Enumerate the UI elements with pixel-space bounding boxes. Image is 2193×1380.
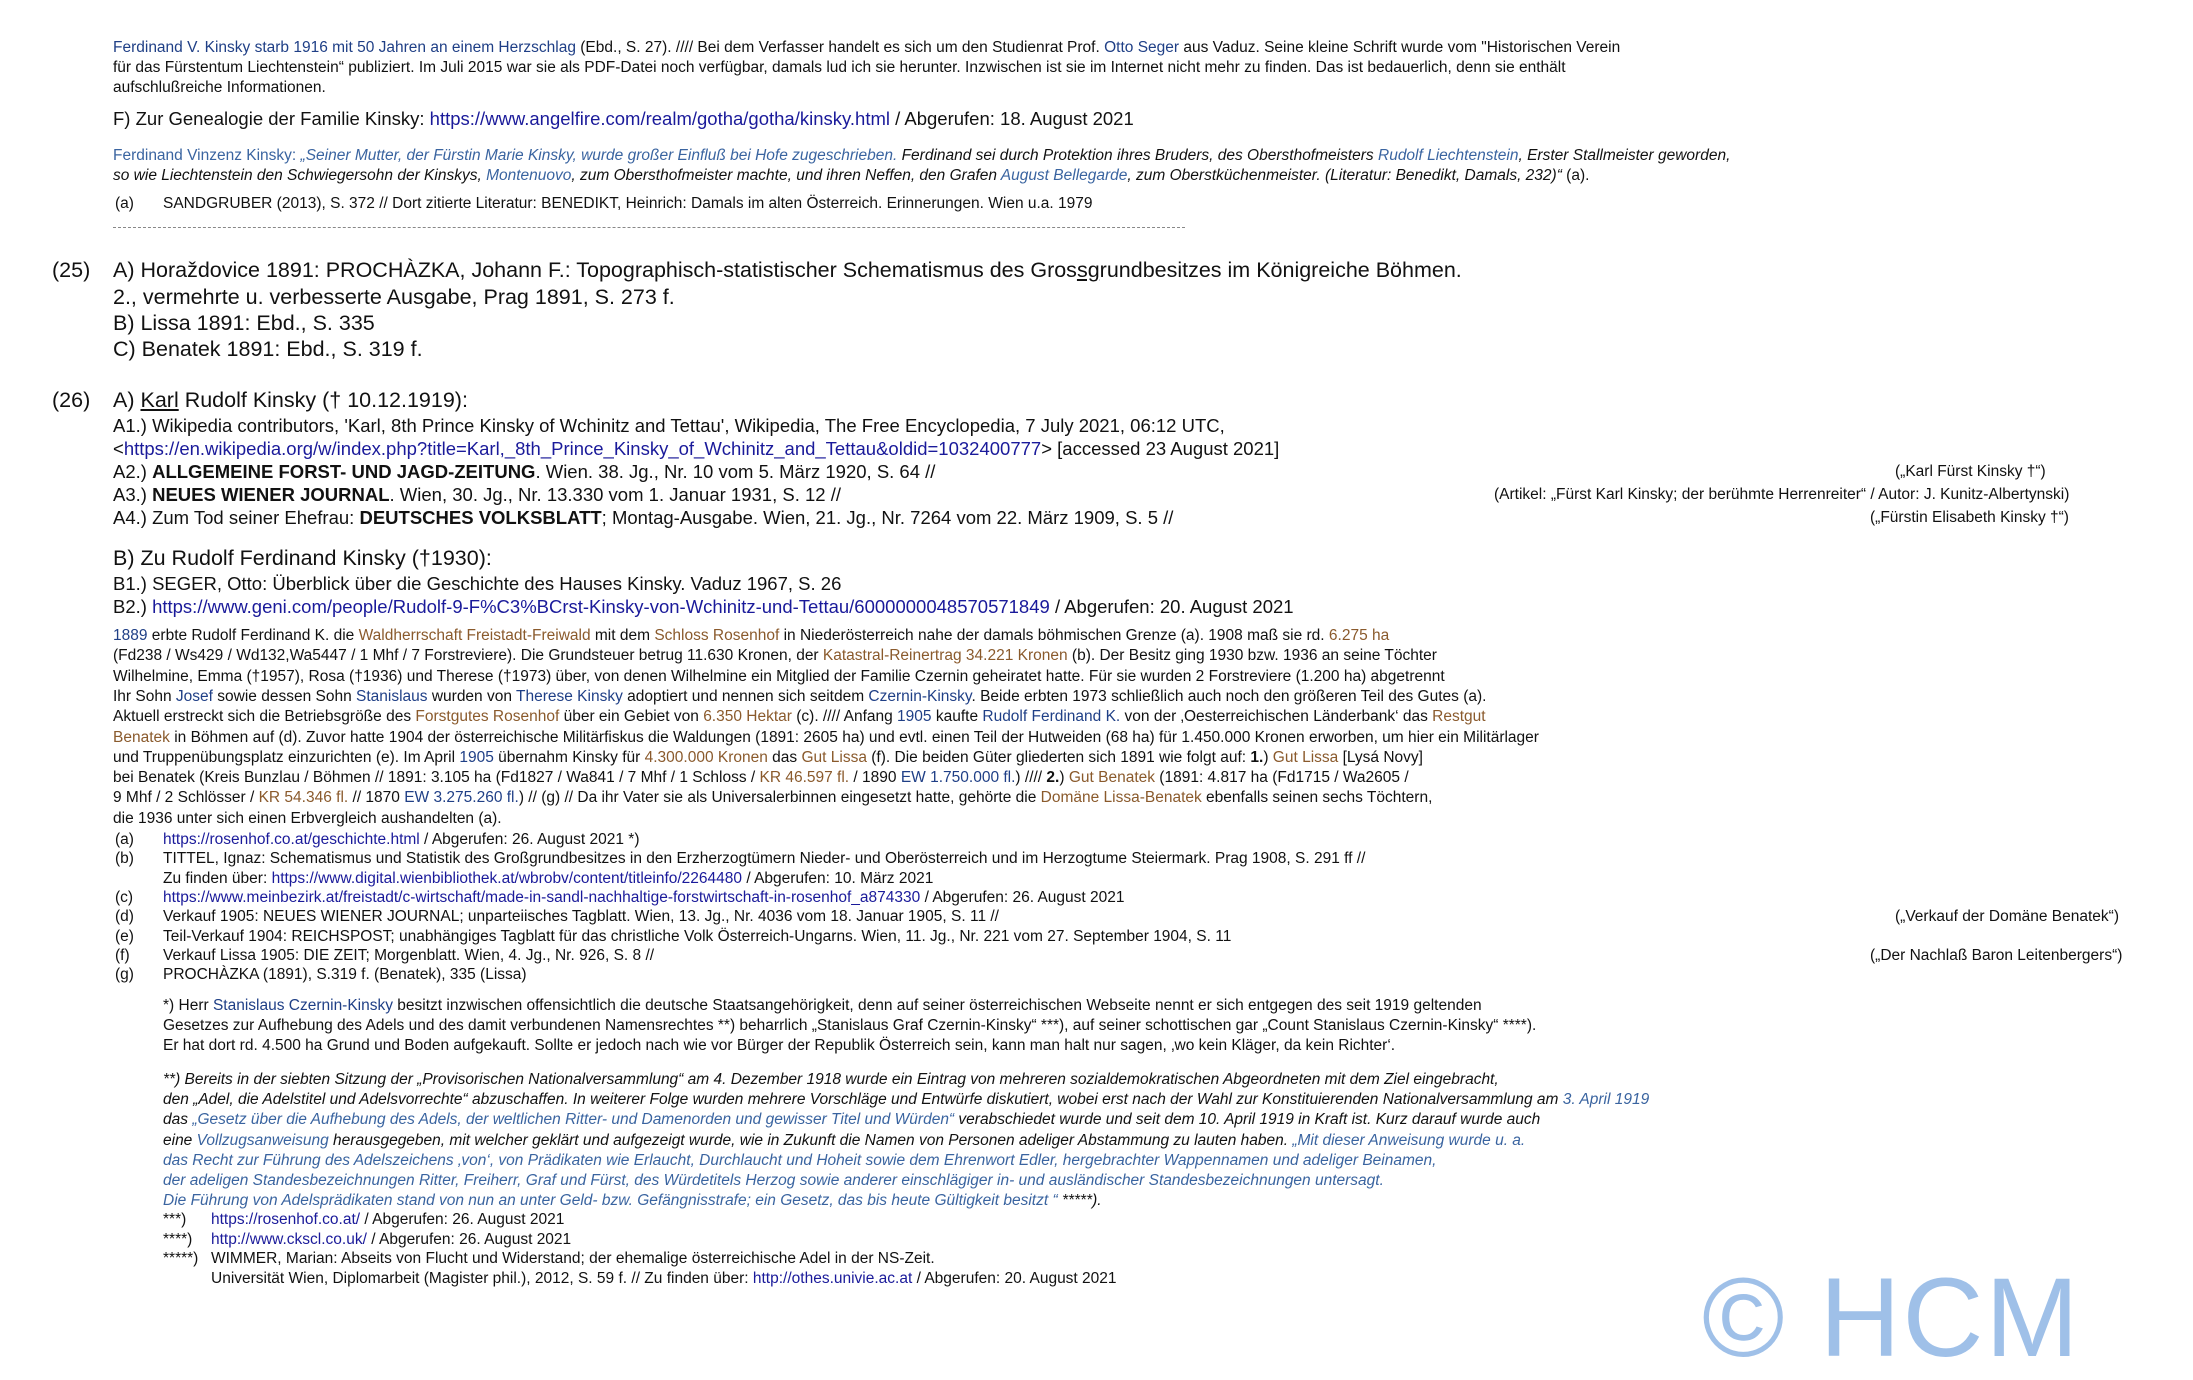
text-run: Rudolf Liechtenstein <box>1378 147 1519 164</box>
fn26-b1: B1.) SEGER, Otto: Überblick über die Geschichte des Hauses Kinsky. Vaduz 1967, S. 26 <box>113 573 842 594</box>
text-run: Domäne Lissa-Benatek <box>1040 789 1202 807</box>
text-line <box>163 1171 1384 1191</box>
text-run: / 1890 <box>849 769 901 787</box>
text-run: der adeligen Standesbezeichnungen Ritter, Freiherr, Graf und Fürst, des Würdetitels Herzog sowie anderer einschlägiger in- und ausländischer Standesbezeichnungen untersagt. <box>163 1172 1384 1189</box>
fn26-a1: A1.) Wikipedia contributors, 'Karl, 8th Prince Kinsky of Wchinitz and Tettau', Wikipedia, The Free Encyclopedia, 7 July 2021, 06:12 UTC, <box>113 415 1225 436</box>
text-run: adoptiert und nennen sich seitdem <box>622 687 869 705</box>
text-run: 2. <box>1046 769 1060 787</box>
fn26-heading-a <box>113 386 468 415</box>
text-run: August Bellegarde <box>1000 167 1128 184</box>
text-run: Wilhelmine, Emma (†1957), Rosa (†1936) und Therese (†1973) über, von denen Wilhelmine ein Mitglied der Familie Czernin geheiratet hatte. Für sie wurden 2 Forstreviere (1.200 ha) abgetrennt <box>113 667 1445 685</box>
footnote-number-25: (25) <box>52 258 91 282</box>
text-run: 1905 <box>897 708 932 726</box>
fn26-a-prefix: A) <box>113 388 141 412</box>
src-run: / Abgerufen: 26. August 2021 <box>360 1211 565 1228</box>
text-run: Benatek <box>113 728 170 746</box>
fn26-a4-note: („Fürstin Elisabeth Kinsky †“) <box>1870 509 2069 526</box>
text-run: EW 1.750.000 fl. <box>900 769 1016 787</box>
ref-run: Verkauf Lissa 1905: DIE ZEIT; Morgenblatt. Wien, 4. Jg., Nr. 926, S. 8 // <box>163 946 655 964</box>
text-run: in Böhmen auf (d). Zuvor hatte 1904 der österreichische Militärfiskus die Waldungen (1891: 2605 ha) und evtl. einen Teil der Hutweiden (68 ha) für 1.450.000 Kronen erworben, um hier ein Militärlager <box>169 728 1539 746</box>
fn25-line-1 <box>113 256 1462 285</box>
text-line <box>163 1036 1395 1056</box>
text-run: 1. <box>1250 748 1264 766</box>
text-run: Vollzugsanweisung <box>196 1131 329 1149</box>
url-link[interactable]: https://www.digital.wienbibliothek.at/wbrobv/content/titleinfo/2264480 <box>271 869 743 887</box>
fn26-a4-title: DEUTSCHES VOLKSBLATT <box>359 507 602 528</box>
fn26-a2 <box>113 460 935 483</box>
text-run: das <box>767 748 802 766</box>
text-run: ) <box>1059 769 1069 787</box>
url-link[interactable]: https://rosenhof.co.at/geschichte.html <box>163 831 420 848</box>
fn26-a3-note: (Artikel: „Fürst Karl Kinsky; der berühmte Herrenreiter“ / Autor: J. Kunitz-Albertynski) <box>1494 486 2070 503</box>
source-label: *****) <box>163 1250 199 1267</box>
url-link[interactable]: http://othes.univie.ac.at <box>752 1269 913 1287</box>
text-run: , Erster Stallmeister geworden, <box>1518 147 1731 164</box>
text-run: das <box>163 1111 193 1129</box>
text-run: (c). //// Anfang <box>791 708 898 726</box>
text-line <box>113 687 1486 707</box>
text-run: . Beide erbten 1973 schließlich auch noch den größeren Teil des Gutes (a). <box>971 687 1487 705</box>
ref-run: Verkauf 1905: NEUES WIENER JOURNAL; unparteiisches Tagblatt. Wien, 13. Jg., Nr. 4036 vom 18. Januar 1905, S. 11 // <box>163 908 999 926</box>
text-run: Gut Benatek <box>1068 769 1155 787</box>
fn25-line-2: 2., vermehrte u. verbesserte Ausgabe, Prag 1891, S. 273 f. <box>113 285 675 309</box>
text-run: Gut Lissa <box>801 748 867 766</box>
genealogy-line <box>113 107 1134 130</box>
geni-link[interactable]: https://www.geni.com/people/Rudolf-9-F%C3%BCrst-Kinsky-von-Wchinitz-und-Tettau/6000000048570571849 <box>152 596 1050 617</box>
text-line <box>163 1090 1649 1110</box>
reference-label: (a) <box>115 831 134 848</box>
reference-text <box>163 927 1231 947</box>
fn25-underlined: sg <box>1076 258 1100 282</box>
fn25-line-3: B) Lissa 1891: Ebd., S. 335 <box>113 311 375 335</box>
text-run: verabschiedet wurde und seit dem 10. April 1919 in Kraft ist. Kurz darauf wurde auch <box>954 1111 1541 1129</box>
source-text <box>211 1210 564 1230</box>
reference-note: („Der Nachlaß Baron Leitenbergers“) <box>1870 946 2123 964</box>
fn26-heading-b: B) Zu Rudolf Ferdinand Kinsky (†1930): <box>113 546 492 570</box>
reference-label: (f) <box>115 946 130 964</box>
url-link[interactable]: http://www.ckscl.co.uk/ <box>211 1230 367 1248</box>
text-line <box>163 1151 1436 1171</box>
text-run: 1905 <box>459 748 494 766</box>
text-run: mit dem <box>590 627 655 644</box>
reference-text <box>163 965 527 985</box>
text-run: Stanislaus Czernin-Kinsky <box>212 997 393 1014</box>
text-run: Er hat dort rd. 4.500 ha Grund und Boden aufgekauft. Sollte er jedoch nach wie vor Bürger der Republik Österreich sein, kann man halt nur sagen, ‚wo kein Kläger, da kein Richter‘. <box>163 1037 1396 1054</box>
fn26-b2-label: B2.) <box>113 596 153 617</box>
text-run: *) Herr <box>163 997 213 1014</box>
url-link[interactable]: https://www.meinbezirk.at/freistadt/c-wirtschaft/made-in-sandl-nachhaltige-forstwirtschaft-in-rosenhof_a874330 <box>163 888 921 906</box>
text-run: Otto Seger <box>1104 39 1180 56</box>
fn26-a2-label: A2.) <box>113 461 153 482</box>
text-run: Gesetzes zur Aufhebung des Adels und des damit verbundenen Namensrechtes **) beharrlich „Stanislaus Graf Czernin-Kinsky“ ***), auf seiner schottischen gar „Count Stanislaus Czernin-Kinsky“ ****). <box>163 1017 1537 1034</box>
text-run: Therese Kinsky <box>516 687 623 705</box>
reference-label: (b) <box>115 850 134 868</box>
fn26-b2 <box>113 595 1294 618</box>
copyright-logo: © HCM <box>1702 1255 2081 1380</box>
text-line <box>113 626 1389 646</box>
text-line <box>113 728 1539 748</box>
text-run: Schloss Rosenhof <box>654 627 780 644</box>
text-run: das Recht zur Führung des Adelszeichens ‚von‘, von Prädikaten wie Erlaucht, Durchlaucht und Hoheit sowie dem Ehrenwort Edler, hergebrachter Wappennamen und adeliger Beinamen, <box>163 1151 1437 1169</box>
ref-run: / Abgerufen: 26. August 2021 <box>920 888 1125 906</box>
text-line <box>163 996 1482 1016</box>
intro-line-1 <box>113 38 1620 58</box>
ref-run: Zu finden über: <box>163 869 272 887</box>
wikipedia-link[interactable]: https://en.wikipedia.org/w/index.php?title=Karl,_8th_Prince_Kinsky_of_Wchinitz_and_Tettau&oldid=1032400777 <box>123 438 1042 459</box>
fn26-b2-date: / Abgerufen: 20. August 2021 <box>1049 596 1294 617</box>
fn26-a3-details: . Wien, 30. Jg., Nr. 13.330 vom 1. Januar 1931, S. 12 // <box>389 484 841 505</box>
fn25-line-1-b: rundbesitzes im Königreiche Böhmen. <box>1099 258 1462 282</box>
text-run: 4.300.000 Kronen <box>644 748 768 766</box>
text-run: (Ebd., S. 27). //// Bei dem Verfasser handelt es sich um den Studienrat Prof. <box>575 39 1105 56</box>
src-run: / Abgerufen: 26. August 2021 <box>366 1230 572 1248</box>
fn26-a3-title: NEUES WIENER JOURNAL <box>152 484 390 505</box>
fn26-a3-label: A3.) <box>113 484 153 505</box>
text-run: EW 3.275.260 fl. <box>404 789 519 807</box>
ref-a-label: (a) <box>115 195 134 212</box>
src-run: / Abgerufen: 20. August 2021 <box>912 1269 1117 1287</box>
reference-text <box>163 869 933 889</box>
text-run: in Niederösterreich nahe der damals böhmischen Grenze (a). 1908 maß sie rd. <box>779 627 1329 644</box>
fn26-a2-details: . Wien. 38. Jg., Nr. 10 vom 5. März 1920, S. 64 // <box>535 461 936 482</box>
text-run: Ferdinand Vinzenz Kinsky: <box>113 147 301 164</box>
text-run: // 1870 <box>348 789 405 807</box>
text-run: Restgut <box>1432 708 1486 726</box>
quote-line-2 <box>113 166 1589 186</box>
text-run: Stanislaus <box>356 687 428 705</box>
text-run: KR 46.597 fl. <box>759 769 850 787</box>
ref-a-text: SANDGRUBER (2013), S. 372 // Dort zitierte Literatur: BENEDIKT, Heinrich: Damals im alten Österreich. Erinnerungen. Wien u.a. 1979 <box>163 195 1093 212</box>
reference-note: („Verkauf der Domäne Benatek“) <box>1895 908 2119 926</box>
text-run: [Lysá Novy] <box>1338 748 1423 766</box>
text-line <box>163 1131 1525 1151</box>
genealogy-link[interactable]: https://www.angelfire.com/realm/gotha/gotha/kinsky.html <box>429 108 890 129</box>
text-run: , zum Obersthofmeister machte, und ihren Neffen, den Grafen <box>571 167 1001 184</box>
fn26-a-rest: Rudolf Kinsky († 10.12.1919): <box>178 388 468 412</box>
intro-line-2: für das Fürstentum Liechtenstein“ publiziert. Im Juli 2015 war sie als PDF-Datei noch verfügbar, damals lud ich sie herunter. Inzwischen ist sie im Internet nicht mehr zu finden. Das ist bedauerlich, denn sie enthält <box>113 59 1566 76</box>
text-run: Montenuovo <box>486 167 572 184</box>
quote-line-1 <box>113 146 1730 166</box>
reference-label: (d) <box>115 908 134 926</box>
text-run: „Mit dieser Anweisung wurde u. a. <box>1292 1131 1526 1149</box>
fn26-a2-note: („Karl Fürst Kinsky †“) <box>1895 463 2046 480</box>
text-run: die 1936 unter sich einen Erbvergleich aushandelten (a). <box>113 809 502 827</box>
text-line <box>163 1070 1499 1090</box>
text-run: Katastral-Reinertrag 34.221 Kronen <box>822 647 1068 665</box>
text-line <box>113 646 1437 666</box>
text-run: erbte Rudolf Ferdinand K. die <box>147 627 359 644</box>
reference-text <box>163 888 1125 908</box>
text-run: eine <box>163 1131 197 1149</box>
source-label: ****) <box>163 1230 193 1248</box>
source-label: ***) <box>163 1211 187 1228</box>
fn26-a1-link-line <box>113 437 1279 460</box>
text-run: (f). Die beiden Güter gliederten sich 1891 wie folgt auf: <box>866 748 1251 766</box>
text-run: Ferdinand sei durch Protektion ihres Bruders, des Obersthofmeisters <box>897 147 1378 164</box>
text-run: Gut Lissa <box>1272 748 1339 766</box>
text-run: (a). <box>1561 167 1590 184</box>
text-run: Rudolf Ferdinand K. <box>982 708 1121 726</box>
fn26-a2-title: ALLGEMEINE FORST- UND JAGD-ZEITUNG <box>152 461 536 482</box>
text-run: 3. April 1919 <box>1562 1091 1650 1109</box>
reference-text <box>163 907 999 927</box>
text-run: so wie Liechtenstein den Schwiegersohn der Kinskys, <box>113 167 487 184</box>
text-run: (Fd238 / Ws429 / Wd132,Wa5447 / 1 Mhf / 7 Forstreviere). Die Grundsteuer betrug 11.630 Kronen, der <box>113 647 823 665</box>
reference-text <box>163 946 654 966</box>
reference-label: (e) <box>115 927 134 945</box>
footnote-number-26: (26) <box>52 388 91 412</box>
reference-text <box>163 830 640 850</box>
text-run: KR 54.346 fl. <box>258 789 349 807</box>
ref-run: / Abgerufen: 10. März 2021 <box>742 869 934 887</box>
text-run: „Gesetz über die Aufhebung des Adels, der weltlichen Ritter- und Damenorden und gewisser Titel und Würden“ <box>192 1111 955 1129</box>
text-line <box>113 768 1409 788</box>
text-run: herausgegeben, mit welcher geklärt und aufgezeigt wurde, wie in Zukunft die Namen von Personen adeliger Abstammung zu lauten haben. <box>328 1131 1293 1149</box>
text-run: Aktuell erstreckt sich die Betriebsgröße des <box>113 708 416 726</box>
text-run: besitzt inzwischen offensichtlich die deutsche Staatsangehörigkeit, denn auf seiner österreichischen Webseite nennt er sich entgegen des seit 1919 geltenden <box>393 997 1482 1014</box>
text-run: 1889 <box>113 627 148 644</box>
fn26-a1-accessed: > [accessed 23 August 2021] <box>1041 438 1280 459</box>
ref-run: TITTEL, Ignaz: Schematismus und Statistik des Großgrundbesitzes in den Erzherzogtümern Nieder- und Oberösterreich und im Herzogtume Steiermark. Prag 1908, S. 291 ff // <box>163 850 1366 868</box>
fn25-line-4: C) Benatek 1891: Ebd., S. 319 f. <box>113 337 423 361</box>
dashed-divider <box>113 227 1185 228</box>
text-run: Czernin-Kinsky <box>868 687 972 705</box>
text-line <box>113 748 1423 768</box>
url-link[interactable]: https://rosenhof.co.at/ <box>211 1211 361 1228</box>
text-run: bei Benatek (Kreis Bunzlau / Böhmen // 1891: 3.105 ha (Fd1827 / Wa841 / 7 Mhf / 1 Schloss / <box>113 769 760 787</box>
src-run: Universität Wien, Diplomarbeit (Magister phil.), 2012, S. 59 f. // Zu finden über: <box>211 1269 753 1287</box>
text-run: sowie dessen Sohn <box>212 687 357 705</box>
text-run: **) Bereits in der siebten Sitzung der „Provisorischen Nationalversammlung“ am 4. Dezember 1918 wurde ein Eintrag von mehreren sozialdemokratischen Abgeordneten mit dem Ziel eingebracht, <box>163 1071 1499 1088</box>
text-line <box>163 1016 1536 1036</box>
text-run: Forstgutes Rosenhof <box>415 708 560 726</box>
reference-text <box>163 849 1365 869</box>
text-line <box>163 1110 1540 1130</box>
fn26-a3 <box>113 483 841 506</box>
text-run: übernahm Kinsky für <box>493 748 645 766</box>
fn26-a-karl: Karl <box>140 388 179 412</box>
text-line <box>113 667 1445 687</box>
text-run: Ferdinand V. Kinsky starb 1916 mit 50 Jahren an einem Herzschlag <box>113 39 576 56</box>
text-run: , zum Oberstküchenmeister. (Literatur: Benedikt, Damals, 232)“ <box>1127 167 1562 184</box>
text-run: ) <box>1263 748 1273 766</box>
ref-run: Teil-Verkauf 1904: REICHSPOST; unabhängiges Tagblatt für das christliche Volk Österreich-Ungarns. Wien, 11. Jg., Nr. 221 vom 27. September 1904, S. 11 <box>163 927 1232 945</box>
text-run: Waldherrschaft Freistadt-Freiwald <box>358 627 591 644</box>
genealogy-label: F) Zur Genealogie der Familie Kinsky: <box>113 108 430 129</box>
text-run: Die Führung von Adelsprädikaten stand von nun an unter Geld- bzw. Gefängnisstrafe; ein Gesetz, das bis heute Gültigkeit besitzt “ <box>163 1192 1058 1210</box>
text-run: 9 Mhf / 2 Schlösser / <box>113 789 259 807</box>
text-run: über ein Gebiet von <box>559 708 704 726</box>
text-run: ) //// <box>1015 769 1047 787</box>
text-run: den „Adel, die Adelstitel und Adelsvorrechte“ abzuschaffen. In weiterer Folge wurden mehrere Vorschläge und Entwürfe diskutiert, wobei erst nach der Wahl zur Konstituierenden Nationalversammlung am <box>163 1091 1563 1109</box>
text-line <box>113 788 1432 808</box>
ref-run: / Abgerufen: 26. August 2021 *) <box>419 831 640 848</box>
text-run: von der ‚Oesterreichischen Länderbank‘ das <box>1120 708 1433 726</box>
text-run: wurden von <box>427 687 516 705</box>
text-run: Josef <box>175 687 213 705</box>
fn26-a4-label: A4.) Zum Tod seiner Ehefrau: <box>113 507 360 528</box>
intro-line-3: aufschlußreiche Informationen. <box>113 79 326 96</box>
src-run: WIMMER, Marian: Abseits von Flucht und Widerstand; der ehemalige österreichische Adel in der NS-Zeit. <box>211 1250 935 1267</box>
text-run: aus Vaduz. Seine kleine Schrift wurde vom "Historischen Verein <box>1179 39 1621 56</box>
fn26-a4 <box>113 506 1173 529</box>
ref-run: PROCHÀZKA (1891), S.319 f. (Benatek), 335 (Lissa) <box>163 966 527 984</box>
text-run: 6.275 ha <box>1328 627 1390 644</box>
genealogy-date: / Abgerufen: 18. August 2021 <box>889 108 1134 129</box>
text-run: (1891: 4.817 ha (Fd1715 / Wa2605 / <box>1155 769 1409 787</box>
text-run: *****). <box>1057 1192 1102 1210</box>
source-text <box>211 1230 571 1250</box>
reference-label: (c) <box>115 888 134 906</box>
text-run: (b). Der Besitz ging 1930 bzw. 1936 an seine Töchter <box>1067 647 1437 665</box>
text-run: ebenfalls seinen sechs Töchtern, <box>1201 789 1433 807</box>
text-run: und Truppenübungsplatz einzurichten (e). Im April <box>113 748 460 766</box>
text-run: Ihr Sohn <box>113 687 176 705</box>
source-text <box>211 1249 935 1269</box>
text-line <box>113 707 1486 727</box>
text-run: ) // (g) // Da ihr Vater sie als Universalerbinnen eingesetzt hatte, gehörte die <box>518 789 1041 807</box>
source-text <box>211 1269 1117 1289</box>
fn26-a4-details: ; Montag-Ausgabe. Wien, 21. Jg., Nr. 7264 vom 22. März 1909, S. 5 // <box>601 507 1174 528</box>
reference-label: (g) <box>115 966 134 984</box>
fn26-a1-lt: < <box>113 438 124 459</box>
text-line <box>163 1191 1102 1211</box>
text-run: „Seiner Mutter, der Fürstin Marie Kinsky, wurde großer Einfluß bei Hofe zugeschrieben. <box>300 147 898 164</box>
fn25-line-1-a: A) Horaždovice 1891: PROCHÀZKA, Johann F.: Topographisch-statistischer Schematismus des Gros <box>113 258 1077 282</box>
text-run: 6.350 Hektar <box>703 708 792 726</box>
text-run: kaufte <box>931 708 983 726</box>
text-line <box>113 809 502 829</box>
